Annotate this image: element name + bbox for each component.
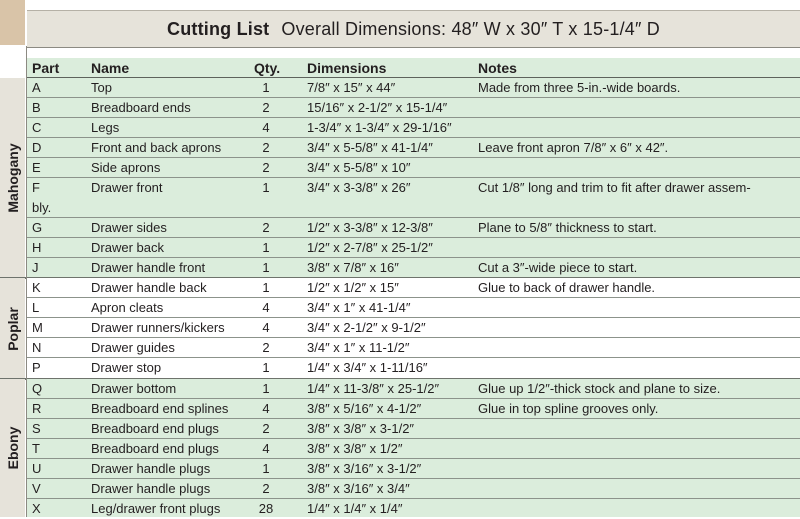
group-label: Poplar [4, 306, 21, 351]
dimensions-cell: 3/8″ x 5/16″ x 4-1/2″ [307, 401, 422, 416]
name-cell: Legs [91, 120, 120, 135]
notes-cell: Made from three 5-in.-wide boards. [478, 80, 681, 95]
part-cell: A [32, 80, 41, 95]
table-row [27, 298, 800, 318]
dimensions-cell: 1/4″ x 11-3/8″ x 25-1/2″ [307, 381, 440, 396]
dimensions-cell: 3/8″ x 3/16″ x 3/4″ [307, 481, 410, 496]
group-label: Mahogany [4, 143, 21, 213]
title-bar [27, 10, 800, 48]
column-header-dimensions: Dimensions [307, 60, 387, 76]
qty-cell: 1 [262, 260, 270, 275]
name-cell: Leg/drawer front plugs [91, 501, 221, 516]
qty-cell: 4 [262, 120, 270, 135]
notes-cell: Glue up 1/2″-thick stock and plane to size. [478, 381, 721, 396]
qty-cell: 1 [262, 280, 270, 295]
part-cell: T [32, 441, 40, 456]
notes-cell: Cut 1/8″ long and trim to fit after drawer assem- [478, 180, 751, 195]
table-row [27, 78, 800, 98]
qty-cell: 4 [262, 441, 270, 456]
notes-cell: Cut a 3″-wide piece to start. [478, 260, 638, 275]
dimensions-cell: 15/16″ x 2-1/2″ x 15-1/4″ [307, 100, 448, 115]
part-cell: L [32, 300, 40, 315]
name-cell: Front and back aprons [91, 140, 222, 155]
table-row [27, 238, 800, 258]
qty-cell: 1 [262, 80, 270, 95]
page-title: Cutting List [167, 18, 270, 39]
table-row [27, 258, 800, 278]
name-cell: Drawer handle front [91, 260, 206, 275]
name-cell: Drawer bottom [91, 381, 177, 396]
name-cell: Drawer back [91, 240, 164, 255]
table-row [27, 459, 800, 479]
part-cell: J [32, 260, 39, 275]
name-cell: Apron cleats [91, 300, 164, 315]
table-row [27, 338, 800, 358]
column-header-qty: Qty. [254, 60, 281, 76]
qty-cell: 4 [262, 320, 270, 335]
table-row [27, 98, 800, 118]
qty-cell: 2 [262, 220, 270, 235]
name-cell: Top [91, 80, 112, 95]
qty-cell: 4 [262, 401, 270, 416]
dimensions-cell: 1/4″ x 3/4″ x 1-11/16″ [307, 360, 428, 375]
table-row [27, 138, 800, 158]
part-cell: X [32, 501, 41, 516]
notes-cell: Leave front apron 7/8″ x 6″ x 42″. [478, 140, 669, 155]
table-row [27, 439, 800, 459]
dimensions-cell: 3/4″ x 1″ x 11-1/2″ [307, 340, 410, 355]
name-cell: Breadboard end plugs [91, 441, 219, 456]
notes-cell: Glue in top spline grooves only. [478, 401, 659, 416]
column-header-notes: Notes [478, 60, 517, 76]
name-cell: Drawer guides [91, 340, 175, 355]
part-cell: D [32, 140, 42, 155]
notes-cell-continuation: bly. [32, 200, 52, 215]
dimensions-cell: 3/8″ x 3/8″ x 1/2″ [307, 441, 403, 456]
part-cell: S [32, 421, 41, 436]
part-cell: K [32, 280, 41, 295]
qty-cell: 1 [262, 180, 270, 195]
corner-accent [0, 0, 25, 45]
part-cell: G [32, 220, 43, 235]
qty-cell: 1 [262, 240, 270, 255]
part-cell: P [32, 360, 41, 375]
name-cell: Breadboard end splines [91, 401, 229, 416]
part-cell: R [32, 401, 42, 416]
dimensions-cell: 3/4″ x 5-5/8″ x 10″ [307, 160, 411, 175]
name-cell: Drawer handle plugs [91, 461, 211, 476]
sidebar-divider [26, 46, 27, 517]
qty-cell: 2 [262, 481, 270, 496]
name-cell: Drawer sides [91, 220, 167, 235]
part-cell: N [32, 340, 42, 355]
name-cell: Breadboard ends [91, 100, 191, 115]
table-row [27, 118, 800, 138]
part-cell: V [32, 481, 41, 496]
qty-cell: 1 [262, 461, 270, 476]
part-cell: U [32, 461, 42, 476]
column-header-part: Part [32, 60, 60, 76]
qty-cell: 2 [262, 100, 270, 115]
qty-cell: 28 [258, 501, 274, 516]
qty-cell: 1 [262, 381, 270, 396]
table-row [27, 419, 800, 439]
table-row [27, 318, 800, 338]
part-cell: C [32, 120, 42, 135]
name-cell: Drawer front [91, 180, 163, 195]
name-cell: Drawer runners/kickers [91, 320, 225, 335]
dimensions-cell: 3/4″ x 2-1/2″ x 9-1/2″ [307, 320, 426, 335]
qty-cell: 2 [262, 160, 270, 175]
part-cell: F [32, 180, 40, 195]
column-header-row [27, 58, 800, 78]
qty-cell: 2 [262, 140, 270, 155]
dimensions-cell: 3/8″ x 3/8″ x 3-1/2″ [307, 421, 415, 436]
group-poplar-sidebar [0, 278, 25, 379]
table-row [27, 499, 800, 519]
part-cell: E [32, 160, 41, 175]
table-row [27, 278, 800, 298]
table-row [27, 479, 800, 499]
dimensions-cell: 1/2″ x 1/2″ x 15″ [307, 280, 399, 295]
part-cell: B [32, 100, 41, 115]
overall-dimensions: Overall Dimensions: 48″ W x 30″ T x 15-1/4″ D [281, 18, 660, 39]
name-cell: Drawer handle back [91, 280, 207, 295]
dimensions-cell: 3/8″ x 3/16″ x 3-1/2″ [307, 461, 422, 476]
name-cell: Breadboard end plugs [91, 421, 219, 436]
dimensions-cell: 1/2″ x 3-3/8″ x 12-3/8″ [307, 220, 433, 235]
qty-cell: 2 [262, 340, 270, 355]
name-cell: Drawer stop [91, 360, 162, 375]
name-cell: Side aprons [91, 160, 161, 175]
table-row [27, 218, 800, 238]
dimensions-cell: 1/4″ x 1/4″ x 1/4″ [307, 501, 403, 516]
table-row [27, 379, 800, 399]
notes-cell: Glue to back of drawer handle. [478, 280, 656, 295]
qty-cell: 1 [262, 360, 270, 375]
part-cell: Q [32, 381, 43, 396]
part-cell: H [32, 240, 42, 255]
dimensions-cell: 3/8″ x 7/8″ x 16″ [307, 260, 399, 275]
dimensions-cell: 7/8″ x 15″ x 44″ [307, 80, 396, 95]
table-row [27, 158, 800, 178]
dimensions-cell: 1-3/4″ x 1-3/4″ x 29-1/16″ [307, 120, 452, 135]
table-row [27, 399, 800, 419]
part-cell: M [32, 320, 43, 335]
group-ebony-sidebar [0, 379, 25, 517]
dimensions-cell: 3/4″ x 3-3/8″ x 26″ [307, 180, 411, 195]
column-header-name: Name [91, 60, 130, 76]
table-row [27, 358, 800, 378]
dimensions-cell: 3/4″ x 1″ x 41-1/4″ [307, 300, 411, 315]
group-label: Ebony [4, 426, 21, 470]
dimensions-cell: 3/4″ x 5-5/8″ x 41-1/4″ [307, 140, 433, 155]
qty-cell: 4 [262, 300, 270, 315]
table-row [27, 178, 800, 218]
qty-cell: 2 [262, 421, 270, 436]
dimensions-cell: 1/2″ x 2-7/8″ x 25-1/2″ [307, 240, 433, 255]
notes-cell: Plane to 5/8″ thickness to start. [478, 220, 657, 235]
name-cell: Drawer handle plugs [91, 481, 211, 496]
group-mahogany-sidebar [0, 78, 25, 278]
